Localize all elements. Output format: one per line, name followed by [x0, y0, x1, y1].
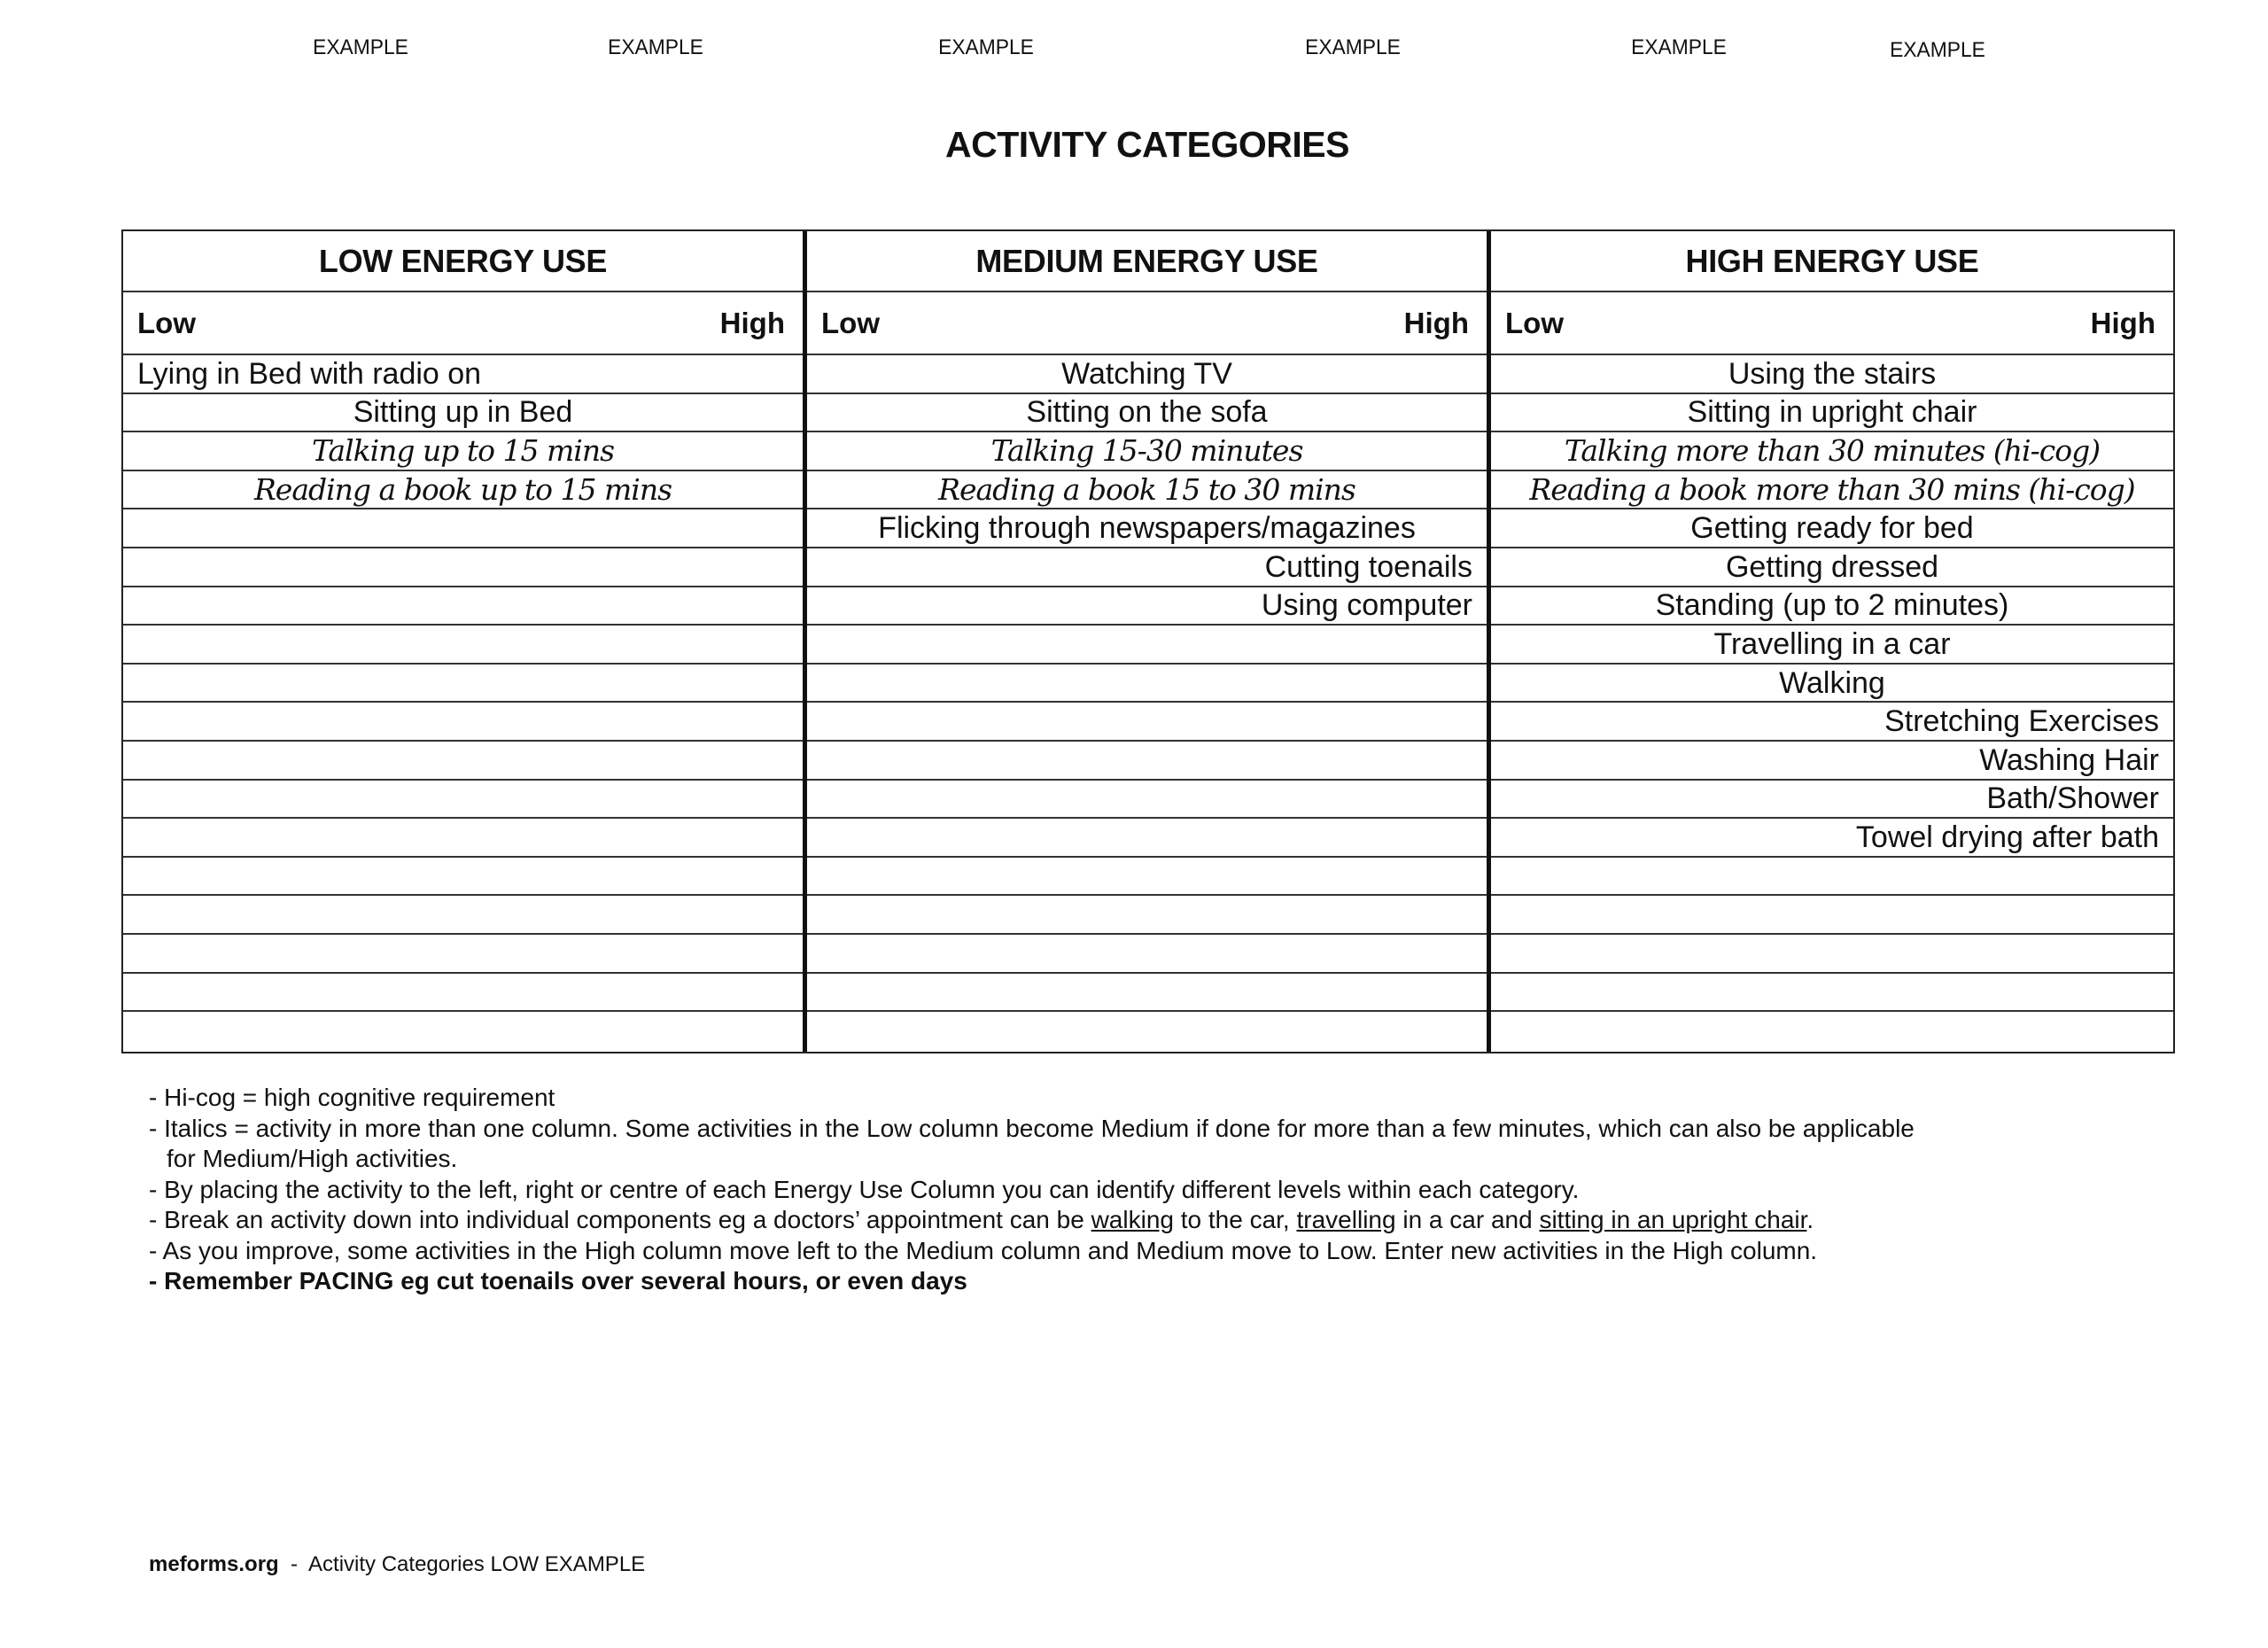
footer-label: Activity Categories LOW EXAMPLE	[308, 1552, 646, 1576]
scale-low-label: Low	[821, 306, 880, 339]
activity-row: Getting dressed	[1491, 548, 2173, 587]
empty-row	[807, 1012, 1487, 1051]
example-watermark: EXAMPLE	[313, 35, 408, 59]
activity-row: Talking more than 30 minutes (hi-cog)	[1491, 432, 2173, 471]
empty-row	[807, 935, 1487, 974]
empty-row	[123, 626, 803, 665]
note-italics: - Italics = activity in more than one column. Some activities in the Low column become Medium if done for more than a few minutes, which can also be applicable	[149, 1114, 1915, 1142]
low-high-scale	[1491, 292, 2173, 355]
activity-row: Washing Hair	[1491, 742, 2173, 781]
empty-row	[123, 742, 803, 781]
activity-row: Talking up to 15 mins	[123, 432, 803, 471]
empty-row	[123, 1012, 803, 1051]
example-watermark: EXAMPLE	[938, 35, 1034, 59]
activity-row: Getting ready for bed	[1491, 509, 2173, 548]
footer-separator: -	[278, 1552, 309, 1576]
activity-row: Towel drying after bath	[1491, 819, 2173, 858]
scale-high-label: High	[719, 306, 785, 339]
activity-row: Reading a book more than 30 mins (hi-cog)	[1491, 471, 2173, 510]
empty-row	[123, 896, 803, 935]
note-improve: - As you improve, some activities in the High column move left to the Medium column and Medium move to Low. Enter new activities in the High column.	[149, 1236, 1818, 1264]
note-underlined-walking: walking	[1091, 1206, 1174, 1233]
column-header: HIGH ENERGY USE	[1491, 231, 2173, 292]
note-pacing: - Remember PACING eg cut toenails over several hours, or even days	[149, 1267, 967, 1294]
empty-row	[1491, 896, 2173, 935]
scale-high-label: High	[2090, 306, 2155, 339]
activity-row: Sitting in upright chair	[1491, 394, 2173, 433]
empty-row	[1491, 974, 2173, 1013]
note-placement: - By placing the activity to the left, right or centre of each Energy Use Column you can identify different levels within each category.	[149, 1175, 1580, 1203]
activity-row: Travelling in a car	[1491, 626, 2173, 665]
activity-row: Walking	[1491, 665, 2173, 704]
empty-row	[807, 742, 1487, 781]
empty-row	[807, 896, 1487, 935]
example-watermark: EXAMPLE	[608, 35, 703, 59]
empty-row	[807, 665, 1487, 704]
empty-row	[807, 974, 1487, 1013]
activity-row: Talking 15-30 minutes	[807, 432, 1487, 471]
empty-row	[123, 935, 803, 974]
activity-row: Stretching Exercises	[1491, 703, 2173, 742]
activity-row: Using the stairs	[1491, 355, 2173, 394]
note-text: to the car,	[1173, 1206, 1297, 1233]
notes-section	[149, 1083, 1915, 1297]
activity-row: Bath/Shower	[1491, 781, 2173, 820]
page-title: ACTIVITY CATEGORIES	[945, 124, 1349, 165]
low-high-scale	[123, 292, 803, 355]
activity-row: Flicking through newspapers/magazines	[807, 509, 1487, 548]
scale-low-label: Low	[1505, 306, 1564, 339]
footer-site: meforms.org	[149, 1552, 279, 1576]
activity-row: Reading a book 15 to 30 mins	[807, 471, 1487, 510]
activity-rows	[1491, 355, 2173, 1051]
example-watermark: EXAMPLE	[1305, 35, 1401, 59]
note-break-down	[149, 1205, 1915, 1236]
empty-row	[123, 819, 803, 858]
empty-row	[123, 665, 803, 704]
empty-row	[123, 509, 803, 548]
empty-row	[123, 858, 803, 897]
note-underlined-travelling: travelling	[1296, 1206, 1396, 1233]
column-high-energy	[1491, 231, 2173, 1052]
empty-row	[1491, 858, 2173, 897]
low-high-scale	[807, 292, 1487, 355]
empty-row	[807, 858, 1487, 897]
activity-row: Cutting toenails	[807, 548, 1487, 587]
empty-row	[807, 819, 1487, 858]
column-medium-energy	[807, 231, 1491, 1052]
empty-row	[123, 974, 803, 1013]
scale-low-label: Low	[137, 306, 196, 339]
empty-row	[123, 587, 803, 626]
activity-row: Using computer	[807, 587, 1487, 626]
note-hicog: - Hi-cog = high cognitive requirement	[149, 1084, 555, 1111]
example-watermark: EXAMPLE	[1631, 35, 1727, 59]
empty-row	[807, 703, 1487, 742]
activity-row: Standing (up to 2 minutes)	[1491, 587, 2173, 626]
empty-row	[807, 626, 1487, 665]
footer	[149, 1552, 645, 1577]
activity-row: Lying in Bed with radio on	[123, 355, 803, 394]
note-text: - Break an activity down into individual components eg a doctors’ appointment can be	[149, 1206, 1091, 1233]
empty-row	[1491, 1012, 2173, 1051]
scale-high-label: High	[1403, 306, 1469, 339]
note-italics-cont: for Medium/High activities.	[167, 1145, 458, 1172]
empty-row	[123, 548, 803, 587]
activity-rows	[123, 355, 803, 1051]
empty-row	[807, 781, 1487, 820]
empty-row	[1491, 935, 2173, 974]
activity-row: Reading a book up to 15 mins	[123, 471, 803, 510]
activity-row: Sitting on the sofa	[807, 394, 1487, 433]
column-header: MEDIUM ENERGY USE	[807, 231, 1487, 292]
note-text: .	[1806, 1206, 1814, 1233]
column-low-energy	[123, 231, 807, 1052]
activity-row: Sitting up in Bed	[123, 394, 803, 433]
empty-row	[123, 781, 803, 820]
note-underlined-sitting: sitting in an upright chair	[1539, 1206, 1807, 1233]
activity-rows	[807, 355, 1487, 1051]
activity-row: Watching TV	[807, 355, 1487, 394]
activity-table	[121, 229, 2175, 1053]
column-header: LOW ENERGY USE	[123, 231, 803, 292]
note-text: in a car and	[1395, 1206, 1540, 1233]
example-watermark: EXAMPLE	[1890, 38, 1985, 62]
empty-row	[123, 703, 803, 742]
